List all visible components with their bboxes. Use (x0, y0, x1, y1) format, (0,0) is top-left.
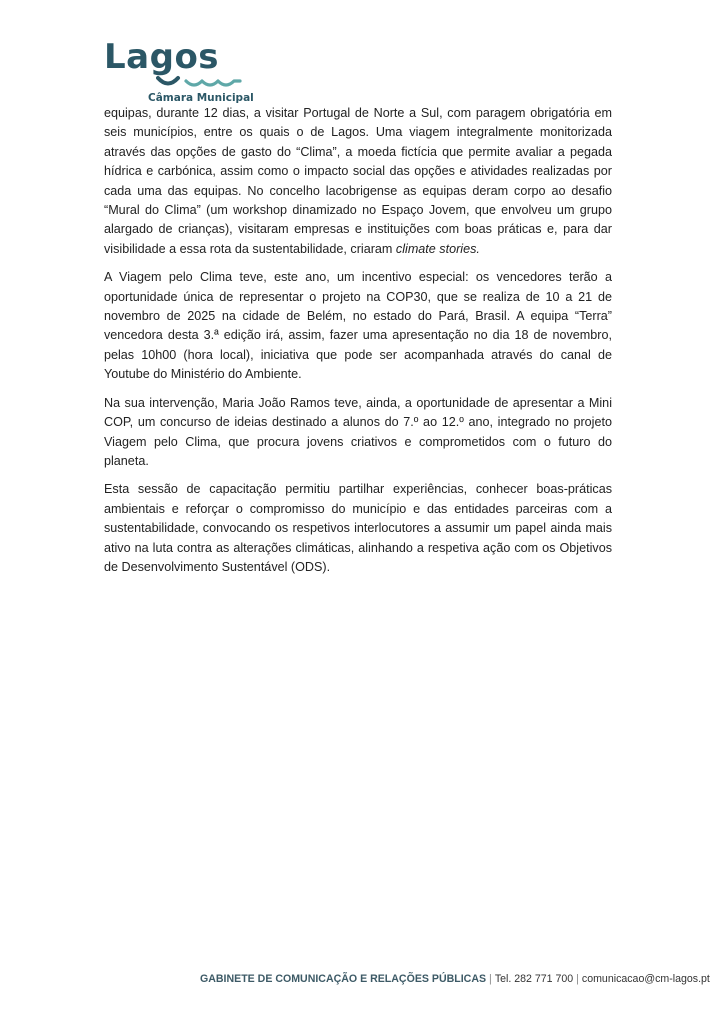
paragraph-1-text: equipas, durante 12 dias, a visitar Portugal de Norte a Sul, com paragem obrigatória em seis municípios, entre os quais o de Lagos. Uma viagem integralmente monitorizada através das opções de gasto do “Clima”, a moeda fictícia que permite avaliar a pegada hídrica e carbónica, assim como o impacto social das opções e atividades realizadas por cada uma das equipas. No concelho lacobrigense as equipas deram corpo ao desafio “Mural do Clima” (um workshop dinamizado no Espaço Jovem, que envolveu um grupo alargado de crianças), visitaram empresas e instituições com boas práticas e, para dar visibilidade a essa rota da sustentabilidade, criaram (104, 106, 612, 256)
logo-subtitle: Câmara Municipal (148, 92, 254, 104)
footer-phone: Tel. 282 771 700 (494, 973, 574, 985)
page-footer (200, 973, 710, 985)
footer-department: GABINETE DE COMUNICAÇÃO E RELAÇÕES PÚBLICAS (200, 973, 487, 985)
paragraph-3: Na sua intervenção, Maria João Ramos teve, ainda, a oportunidade de apresentar a Mini COP, um concurso de ideias destinado a alunos do 7.º ao 12.º ano, integrado no projeto Viagem pelo Clima, que procura jovens criativos e comprometidos com o futuro do planeta. (104, 395, 612, 468)
paragraph-1 (104, 104, 612, 259)
logo-wordmark: Lagos (104, 37, 220, 77)
footer-separator: | (489, 973, 492, 985)
footer-email[interactable]: comunicacao@cm-lagos.pt (581, 973, 710, 985)
waves-icon (156, 75, 242, 91)
footer-separator: | (576, 973, 579, 985)
paragraph-2: A Viagem pelo Clima teve, este ano, um incentivo especial: os vencedores terão a oportunidade única de representar o projeto na COP30, que se realiza de 10 a 21 de novembro de 2025 na cidade de Belém, no estado do Pará, Brasil. A equipa “Terra” vencedora desta 3.ª edição irá, assim, fazer uma apresentação no dia 18 de novembro, pelas 10h00 (hora local), iniciativa que pode ser acompanhada através do canal de Youtube do Ministério do Ambiente. (104, 270, 612, 382)
paragraph-4: Esta sessão de capacitação permitiu partilhar experiências, conhecer boas-práticas ambientais e reforçar o compromisso do município e das entidades parceiras com a sustentabilidade, convocando os respetivos interlocutores a assumir um papel ainda mais ativo na luta contra as alterações climáticas, alinhando a respetiva ação com os Objetivos de Desenvolvimento Sustentável (ODS). (104, 482, 612, 574)
paragraph-1-italic: climate stories. (395, 241, 480, 256)
municipality-logo (104, 37, 254, 108)
article-body (104, 104, 612, 586)
